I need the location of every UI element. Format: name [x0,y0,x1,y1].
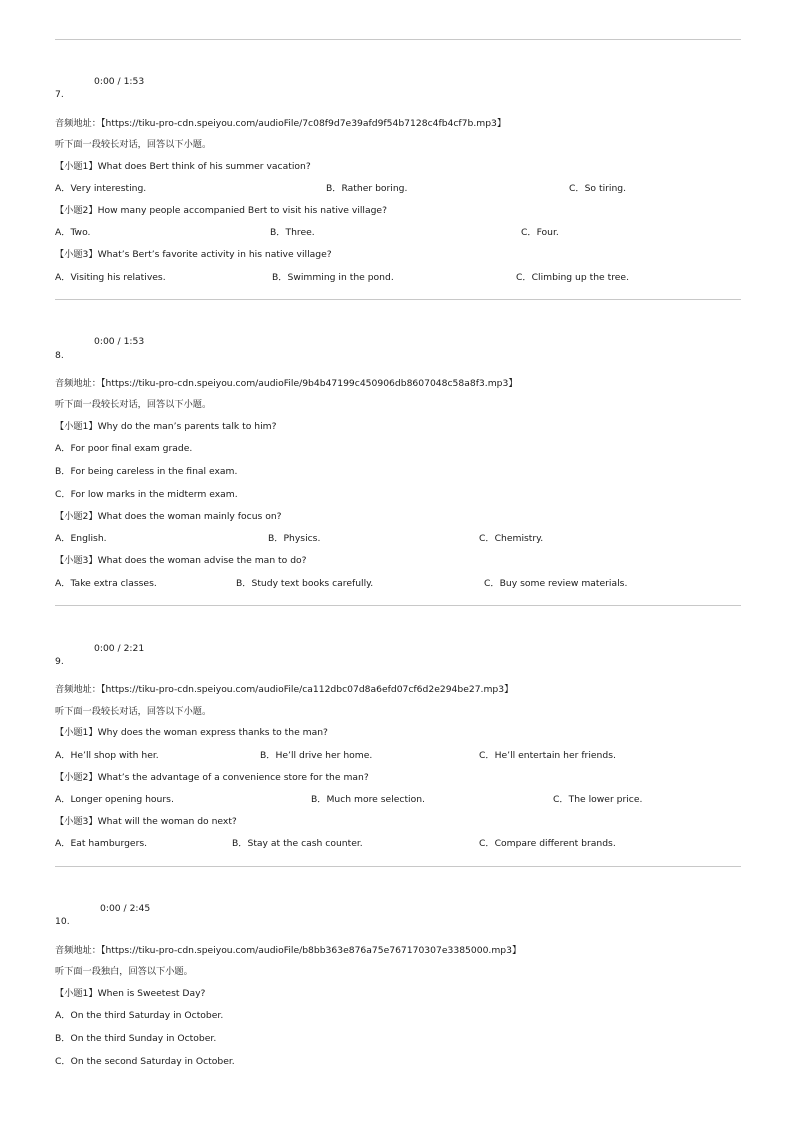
sub-question: 【小题1】Why do the man’s parents talk to him? [55,421,277,432]
sub-question: 【小题1】When is Sweetest Day? [55,988,206,999]
audio-url[interactable]: 音频地址：【https://tiku-pro-cdn.speiyou.com/audioFile/b8bb363e876a75e767170307e3385000.mp3】 [55,945,522,956]
option: C．For low marks in the midterm exam. [55,489,238,500]
sub-question: 【小题1】Why does the woman express thanks to the man? [55,727,328,738]
option: C．Buy some review materials. [484,578,628,589]
divider [55,299,741,300]
question-number: 10. [55,916,70,927]
option: A．Take extra classes. [55,578,157,589]
audio-player-time[interactable]: 0:00 / 1:53 [94,76,145,87]
option: A．Two. [55,227,91,238]
instruction: 听下面一段较长对话，回答以下小题。 [55,139,212,150]
audio-url[interactable]: 音频地址：【https://tiku-pro-cdn.speiyou.com/audioFile/ca112dbc07d8a6efd07cf6d2e294be27.mp3】 [55,684,514,695]
option: C．Chemistry. [479,533,544,544]
option: B．Swimming in the pond. [272,272,394,283]
option: A．On the third Saturday in October. [55,1010,224,1021]
instruction: 听下面一段较长对话，回答以下小题。 [55,399,212,410]
option: B．On the third Sunday in October. [55,1033,217,1044]
divider [55,39,741,40]
option: B．Rather boring. [326,183,408,194]
option: A．Visiting his relatives. [55,272,166,283]
audio-player-time[interactable]: 0:00 / 2:45 [100,903,151,914]
option: C．Four. [521,227,559,238]
question-number: 9. [55,656,64,667]
audio-url[interactable]: 音频地址：【https://tiku-pro-cdn.speiyou.com/audioFile/7c08f9d7e39afd9f54b7128c4fb4cf7b.mp3】 [55,118,507,129]
option: A．Longer opening hours. [55,794,174,805]
option: B．Stay at the cash counter. [232,838,363,849]
sub-question: 【小题1】What does Bert think of his summer vacation? [55,161,311,172]
question-number: 7. [55,89,64,100]
sub-question: 【小题3】What does the woman advise the man to do? [55,555,307,566]
option: C．He’ll entertain her friends. [479,750,616,761]
audio-player-time[interactable]: 0:00 / 1:53 [94,336,145,347]
option: C．The lower price. [553,794,643,805]
option: B．Physics. [268,533,321,544]
option: A．He’ll shop with her. [55,750,159,761]
instruction: 听下面一段独白，回答以下小题。 [55,966,193,977]
option: B．Study text books carefully. [236,578,374,589]
audio-player-time[interactable]: 0:00 / 2:21 [94,643,145,654]
option: A．For poor final exam grade. [55,443,193,454]
question-number: 8. [55,350,64,361]
option: C．So tiring. [569,183,627,194]
sub-question: 【小题2】What does the woman mainly focus on? [55,511,282,522]
option: B．For being careless in the final exam. [55,466,238,477]
option: A．English. [55,533,107,544]
option: A．Eat hamburgers. [55,838,148,849]
option: C．Compare different brands. [479,838,616,849]
sub-question: 【小题3】What’s Bert’s favorite activity in his native village? [55,249,332,260]
divider [55,605,741,606]
sub-question: 【小题2】What’s the advantage of a convenience store for the man? [55,772,369,783]
audio-url[interactable]: 音频地址：【https://tiku-pro-cdn.speiyou.com/audioFile/9b4b47199c450906db8607048c58a8f3.mp3】 [55,378,518,389]
option: A．Very interesting. [55,183,147,194]
option: B．Much more selection. [311,794,425,805]
option: C．Climbing up the tree. [516,272,630,283]
instruction: 听下面一段较长对话，回答以下小题。 [55,706,212,717]
option: B．Three. [270,227,315,238]
option: B．He’ll drive her home. [260,750,373,761]
option: C．On the second Saturday in October. [55,1056,235,1067]
divider [55,866,741,867]
sub-question: 【小题2】How many people accompanied Bert to visit his native village? [55,205,387,216]
sub-question: 【小题3】What will the woman do next? [55,816,237,827]
